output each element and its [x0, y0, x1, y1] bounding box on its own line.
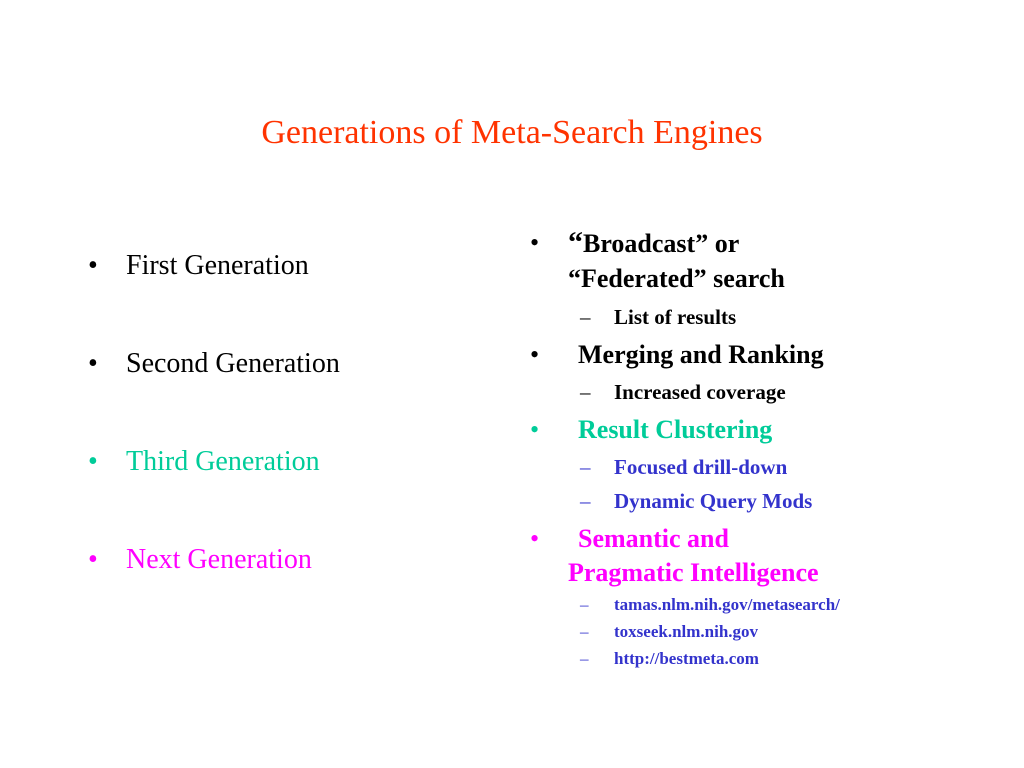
federated-search-label: “Federated” search	[568, 264, 785, 293]
toxseek-link-text[interactable]: toxseek.nlm.nih.gov	[614, 622, 759, 641]
broadcast-label	[568, 226, 739, 261]
bullet-icon: •	[530, 228, 540, 257]
first-generation-label: First Generation	[126, 250, 309, 281]
bullet-icon: •	[530, 524, 540, 553]
next-generation-label: Next Generation	[126, 544, 312, 575]
dash-icon: –	[580, 455, 591, 479]
bullet-icon: •	[530, 340, 540, 369]
focused-drill-down-label: Focused drill-down	[614, 455, 788, 479]
dash-icon: –	[580, 595, 589, 614]
bullet-icon: •	[88, 446, 98, 477]
list-of-results-label: List of results	[614, 305, 737, 329]
third-generation-label: Third Generation	[126, 446, 320, 477]
bestmeta-link-text[interactable]: http://bestmeta.com	[614, 649, 759, 668]
broadcast-line1: Broadcast” or	[583, 229, 740, 258]
bullet-icon: •	[88, 250, 98, 281]
bullet-icon: •	[88, 544, 98, 575]
dash-icon: –	[580, 622, 589, 641]
increased-coverage-label: Increased coverage	[614, 380, 786, 404]
dash-icon: –	[580, 305, 591, 329]
open-quote: “	[568, 226, 583, 259]
dynamic-query-label: Dynamic Query Mods	[614, 489, 813, 513]
bullet-icon: •	[530, 415, 540, 444]
merging-label: Merging and Ranking	[578, 340, 824, 369]
bullet-icon: •	[88, 348, 98, 379]
dash-icon: –	[580, 649, 589, 668]
semantic-label: Semantic and	[578, 524, 729, 553]
slide-title: Generations of Meta-Search Engines	[261, 114, 763, 151]
pragmatic-intelligence-label: Pragmatic Intelligence	[568, 558, 819, 587]
tamas-link-text[interactable]: tamas.nlm.nih.gov/metasearch/	[614, 595, 840, 614]
dash-icon: –	[580, 380, 591, 404]
dash-icon: –	[580, 489, 591, 513]
second-generation-label: Second Generation	[126, 348, 340, 379]
result-clustering-label: Result Clustering	[578, 415, 773, 444]
